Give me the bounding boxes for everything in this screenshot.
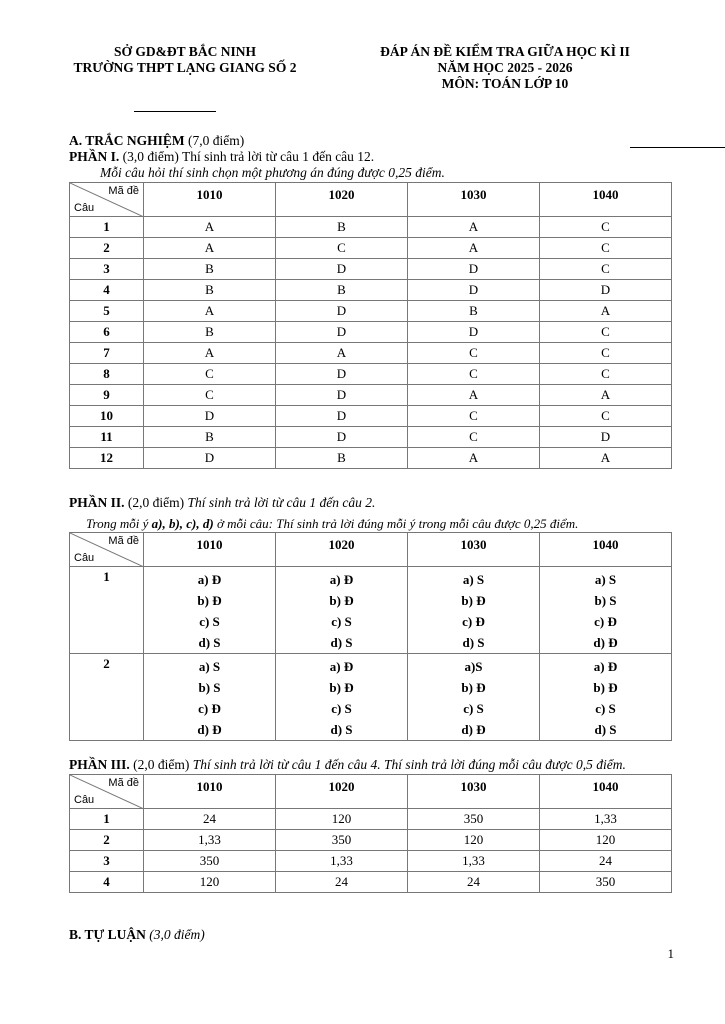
part2-answer-table bbox=[69, 532, 672, 741]
table-row: 8 C D C C bbox=[70, 364, 672, 385]
section-a-heading bbox=[69, 133, 244, 149]
table-row: 4 B B D D bbox=[70, 280, 672, 301]
part1-answer-table bbox=[69, 182, 672, 469]
table-row: 6 B D D C bbox=[70, 322, 672, 343]
part1-heading bbox=[69, 149, 374, 165]
school-name: TRƯỜNG THPT LẠNG GIANG SỐ 2 bbox=[73, 60, 297, 75]
code-1010: 1010 bbox=[144, 775, 276, 809]
header-left bbox=[40, 44, 330, 76]
code-1030: 1030 bbox=[408, 183, 540, 217]
question-label: Câu bbox=[74, 552, 95, 564]
code-label: Mã đề bbox=[108, 777, 139, 789]
code-1030: 1030 bbox=[408, 775, 540, 809]
table-row: 4 120 24 24 350 bbox=[70, 872, 672, 893]
table-row: 11 B D C D bbox=[70, 427, 672, 448]
table-row: 9 C D A A bbox=[70, 385, 672, 406]
code-1010: 1010 bbox=[144, 183, 276, 217]
part3-heading bbox=[69, 757, 626, 773]
code-1030: 1030 bbox=[408, 533, 540, 567]
table-row: 10 D D C C bbox=[70, 406, 672, 427]
code-1020: 1020 bbox=[276, 533, 408, 567]
section-b-heading bbox=[69, 927, 205, 943]
part2-scoring: Trong mỗi ý a), b), c), d) ở mỗi câu: Thí sinh trả lời đúng mỗi ý trong mỗi câu được 0,25 điểm. bbox=[86, 516, 579, 531]
table-row: 1 24 120 350 1,33 bbox=[70, 809, 672, 830]
code-label: Mã đề bbox=[108, 185, 139, 197]
part2-heading bbox=[69, 495, 375, 511]
part3-instruction: Thí sinh trả lời từ câu 1 đến câu 4. Thí sinh trả lời đúng mỗi câu được 0,5 điểm. bbox=[192, 757, 626, 772]
part1-label: PHẦN I. bbox=[69, 149, 120, 164]
table-row: 2 A C A C bbox=[70, 238, 672, 259]
part1-scoring: Mỗi câu hỏi thí sinh chọn một phương án đúng được 0,25 điểm. bbox=[100, 165, 445, 180]
part2-instruction: Thí sinh trả lời từ câu 1 đến câu 2. bbox=[187, 495, 376, 510]
table-row: 2 1,33 350 120 120 bbox=[70, 830, 672, 851]
table-row: 3 B D D C bbox=[70, 259, 672, 280]
table-row: 2 a) S b) S c) Đ d) Đ a) Đ b) Đ c) S d) S a)S b) Đ c) S d) Đ a) Đ b) Đ c) S d) S bbox=[70, 654, 672, 741]
question-label: Câu bbox=[74, 202, 95, 214]
header-right bbox=[350, 44, 660, 92]
section-a-points: (7,0 điểm) bbox=[188, 133, 245, 148]
header-underline-left bbox=[134, 111, 216, 112]
part3-answer-table bbox=[69, 774, 672, 893]
code-1020: 1020 bbox=[276, 775, 408, 809]
table-row: 3 350 1,33 1,33 24 bbox=[70, 851, 672, 872]
section-a-title: A. TRẮC NGHIỆM bbox=[69, 133, 185, 148]
section-b-title: B. TỰ LUẬN bbox=[69, 927, 146, 942]
code-1040: 1040 bbox=[540, 183, 672, 217]
header-underline-right bbox=[630, 147, 725, 148]
table-row: 12 D B A A bbox=[70, 448, 672, 469]
section-b-points: (3,0 điểm) bbox=[149, 927, 205, 942]
table-row: 1 a) Đ b) Đ c) S d) S a) Đ b) Đ c) S d) S a) S b) Đ c) Đ d) S a) S b) S c) Đ d) Đ bbox=[70, 567, 672, 654]
code-1040: 1040 bbox=[540, 533, 672, 567]
header-diagonal-cell bbox=[70, 775, 144, 809]
part1-instruction: Thí sinh trả lời từ câu 1 đến câu 12. bbox=[182, 149, 375, 164]
subject: MÔN: TOÁN LỚP 10 bbox=[441, 76, 569, 91]
part3-label: PHẦN III. bbox=[69, 757, 130, 772]
table-header-row bbox=[70, 183, 672, 217]
table-row: 1 A B A C bbox=[70, 217, 672, 238]
document-title: ĐÁP ÁN ĐỀ KIỂM TRA GIỮA HỌC KÌ II bbox=[380, 44, 630, 59]
table-header-row bbox=[70, 775, 672, 809]
page-number: 1 bbox=[667, 946, 674, 961]
part2-points: (2,0 điểm) bbox=[127, 495, 185, 510]
header-diagonal-cell bbox=[70, 183, 144, 217]
code-1020: 1020 bbox=[276, 183, 408, 217]
part3-points: (2,0 điểm) bbox=[133, 757, 190, 772]
code-1010: 1010 bbox=[144, 533, 276, 567]
question-label: Câu bbox=[74, 794, 95, 806]
department-name: SỞ GD&ĐT BẮC NINH bbox=[114, 44, 256, 59]
header-diagonal-cell bbox=[70, 533, 144, 567]
table-row: 5 A D B A bbox=[70, 301, 672, 322]
school-year: NĂM HỌC 2025 - 2026 bbox=[437, 60, 573, 75]
table-header-row bbox=[70, 533, 672, 567]
part2-label: PHẦN II. bbox=[69, 495, 125, 510]
code-label: Mã đề bbox=[108, 535, 139, 547]
code-1040: 1040 bbox=[540, 775, 672, 809]
part1-points: (3,0 điểm) bbox=[122, 149, 179, 164]
table-row: 7 A A C C bbox=[70, 343, 672, 364]
